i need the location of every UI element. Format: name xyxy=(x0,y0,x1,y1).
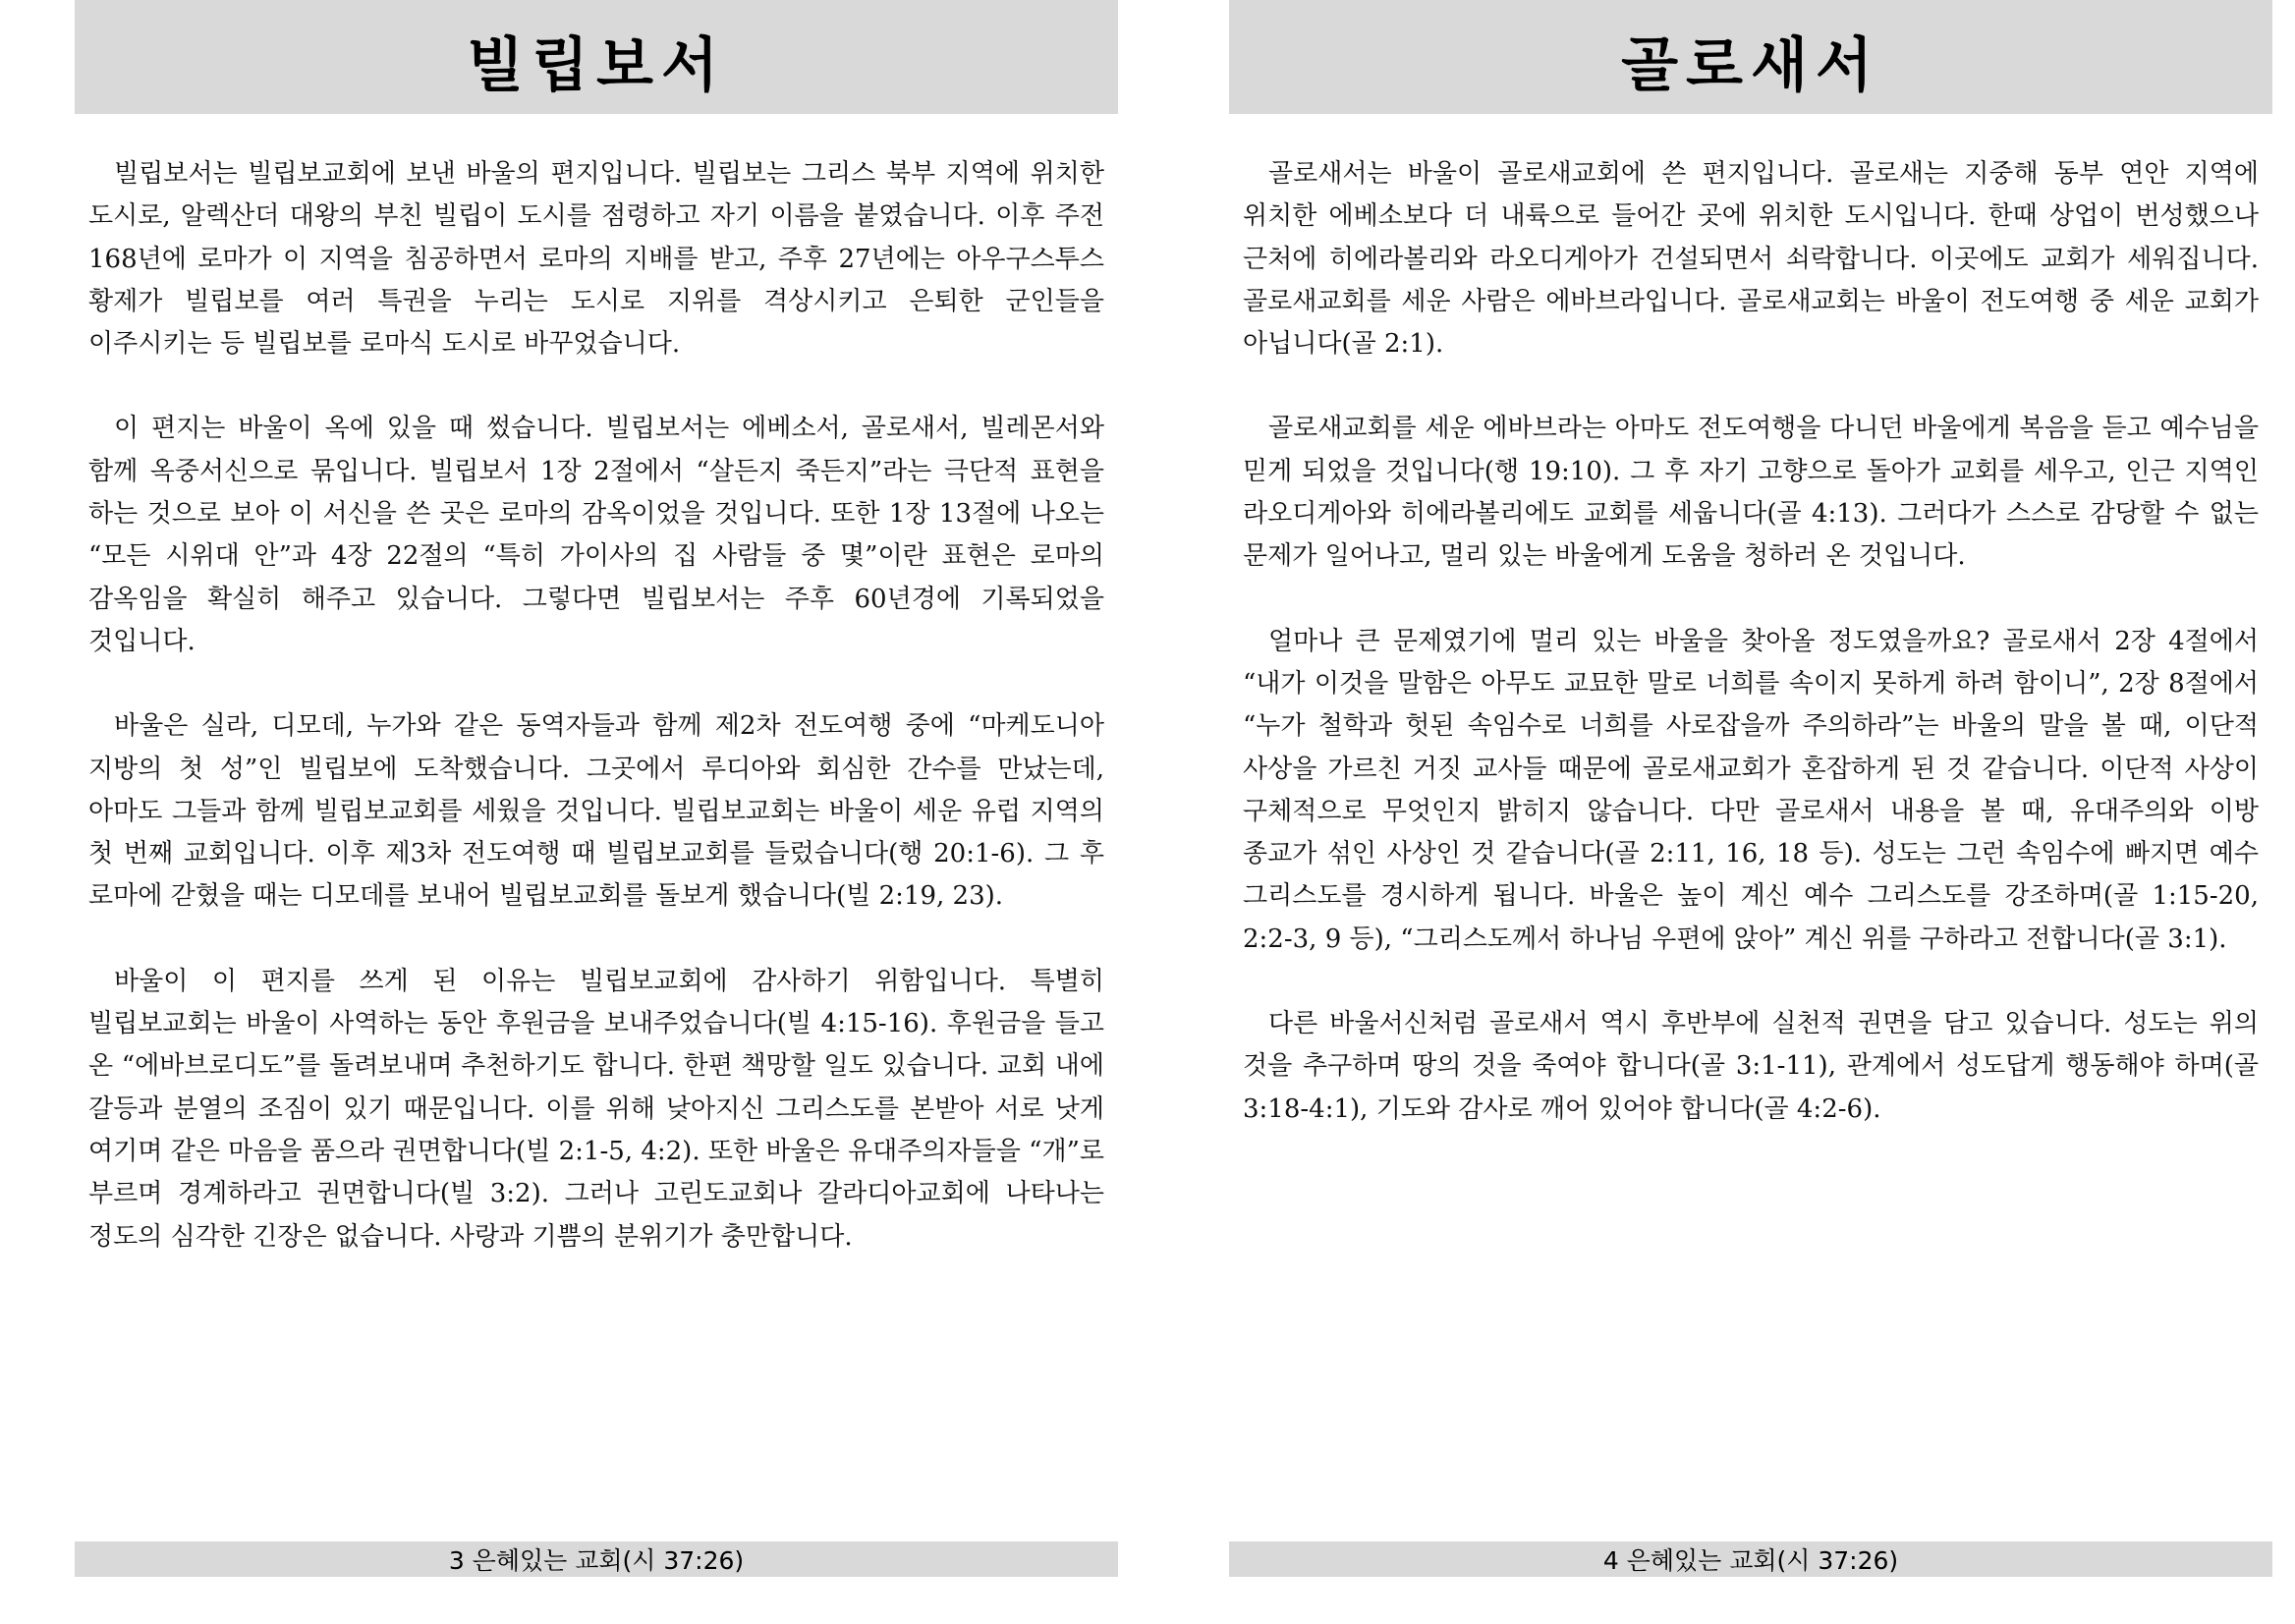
paragraph: 골로새교회를 세운 에바브라는 아마도 전도여행을 다니던 바울에게 복음을 듣고 예수님을 믿게 되었을 것입니다(행 19:10). 그 후 자기 고향으로 돌아가 교회를 세우고, 인근 지역인 라오디게아와 히에라볼리에도 교회를 세웁니다(골 4:13). 그러다가 스스로 감당할 수 없는 문제가 일어나고, 멀리 있는 바울에게 도움을 청하러 온 것입니다. xyxy=(1243,414,2259,572)
footer-banner xyxy=(75,1541,1118,1577)
paragraph: 이 편지는 바울이 옥에 있을 때 썼습니다. 빌립보서는 에베소서, 골로새서, 빌레몬서와 함께 옥중서신으로 묶입니다. 빌립보서 1장 2절에서 “살든지 죽든지”라는 극단적 표현을 하는 것으로 보아 이 서신을 쓴 곳은 로마의 감옥이었을 것입니다. 또한 1장 13절에 나오는 “모든 시위대 안”과 4장 22절의 “특히 가이사의 집 사람들 중 몇”이란 표현은 로마의 감옥임을 확실히 해주고 있습니다. 그렇다면 빌립보서는 주후 60년경에 기록되었을 것입니다. xyxy=(88,414,1104,656)
page-footer: 3 은혜있는 교회(시 37:26) xyxy=(448,1546,745,1575)
title-banner xyxy=(75,0,1118,114)
page-footer: 4 은혜있는 교회(시 37:26) xyxy=(1602,1546,1899,1575)
paragraph: 바울은 실라, 디모데, 누가와 같은 동역자들과 함께 제2차 전도여행 중에 “마케도니아 지방의 첫 성”인 빌립보에 도착했습니다. 그곳에서 루디아와 회심한 간수를 만났는데, 아마도 그들과 함께 빌립보교회를 세웠을 것입니다. 빌립보교회는 바울이 세운 유럽 지역의 첫 번째 교회입니다. 이후 제3차 전도여행 때 빌립보교회를 들렀습니다(행 20:1-6). 그 후 로마에 갇혔을 때는 디모데를 보내어 빌립보교회를 돌보게 했습니다(빌 2:19, 23). xyxy=(88,711,1104,912)
paragraph: 얼마나 큰 문제였기에 멀리 있는 바울을 찾아올 정도였을까요? 골로새서 2장 4절에서 “내가 이것을 말함은 아무도 교묘한 말로 너희를 속이지 못하게 하려 함이니”, 2장 8절에서 “누가 철학과 헛된 속임수로 너희를 사로잡을까 주의하라”는 바울의 말을 볼 때, 이단적 사상을 가르친 거짓 교사들 때문에 골로새교회가 혼잡하게 된 것 같습니다. 이단적 사상이 구체적으로 무엇인지 밝히지 않습니다. 다만 골로새서 내용을 볼 때, 유대주의와 이방 종교가 섞인 사상인 것 같습니다(골 2:11, 16, 18 등). 성도는 그런 속임수에 빠지면 예수 그리스도를 경시하게 됩니다. 바울은 높이 계신 예수 그리스도를 강조하며(골 1:15-20, 2:2-3, 9 등), “그리스도께서 하나님 우편에 앉아” 계신 위를 구하라고 전합니다(골 3:1). xyxy=(1243,626,2259,954)
paragraph: 바울이 이 편지를 쓰게 된 이유는 빌립보교회에 감사하기 위함입니다. 특별히 빌립보교회는 바울이 사역하는 동안 후원금을 보내주었습니다(빌 4:15-16). 후원금을 들고 온 “에바브로디도”를 돌려보내며 추천하기도 합니다. 한편 책망할 일도 있습니다. 교회 내에 갈등과 분열의 조짐이 있기 때문입니다. 이를 위해 낮아지신 그리스도를 본받아 서로 낫게 여기며 같은 마음을 품으라 권면합니다(빌 2:1-5, 4:2). 또한 바울은 유대주의자들을 “개”로 부르며 경계하라고 권면합니다(빌 3:2). 그러나 고린도교회나 갈라디아교회에 나타나는 정도의 심각한 긴장은 없습니다. 사랑과 기쁨의 분위기가 충만합니다. xyxy=(88,966,1104,1252)
paragraph: 골로새서는 바울이 골로새교회에 쓴 편지입니다. 골로새는 지중해 동부 연안 지역에 위치한 에베소보다 더 내륙으로 들어간 곳에 위치한 도시입니다. 한때 상업이 번성했으나 근처에 히에라볼리와 라오디게아가 건설되면서 쇠락합니다. 이곳에도 교회가 세워집니다. 골로새교회를 세운 사람은 에바브라입니다. 골로새교회는 바울이 전도여행 중 세운 교회가 아닙니다(골 2:1). xyxy=(1243,159,2259,360)
left-page xyxy=(75,0,1118,1624)
page-title: 골로새서 xyxy=(1621,31,1880,100)
article-body xyxy=(88,153,1104,1301)
article-body xyxy=(1243,153,2259,1173)
title-banner xyxy=(1229,0,2272,114)
paragraph: 빌립보서는 빌립보교회에 보낸 바울의 편지입니다. 빌립보는 그리스 북부 지역에 위치한 도시로, 알렉산더 대왕의 부친 빌립이 도시를 점령하고 자기 이름을 붙였습니다. 이후 주전 168년에 로마가 이 지역을 침공하면서 로마의 지배를 받고, 주후 27년에는 아우구스투스 황제가 빌립보를 여러 특권을 누리는 도시로 지위를 격상시키고 은퇴한 군인들을 이주시키는 등 빌립보를 로마식 도시로 바꾸었습니다. xyxy=(88,159,1104,360)
page-title: 빌립보서 xyxy=(467,31,726,100)
paragraph: 다른 바울서신처럼 골로새서 역시 후반부에 실천적 권면을 담고 있습니다. 성도는 위의 것을 추구하며 땅의 것을 죽여야 합니다(골 3:1-11), 관계에서 성도답게 행동해야 하며(골 3:18-4:1), 기도와 감사로 깨어 있어야 합니다(골 4:2-6). xyxy=(1243,1009,2259,1124)
right-page xyxy=(1229,0,2272,1624)
footer-banner xyxy=(1229,1541,2272,1577)
